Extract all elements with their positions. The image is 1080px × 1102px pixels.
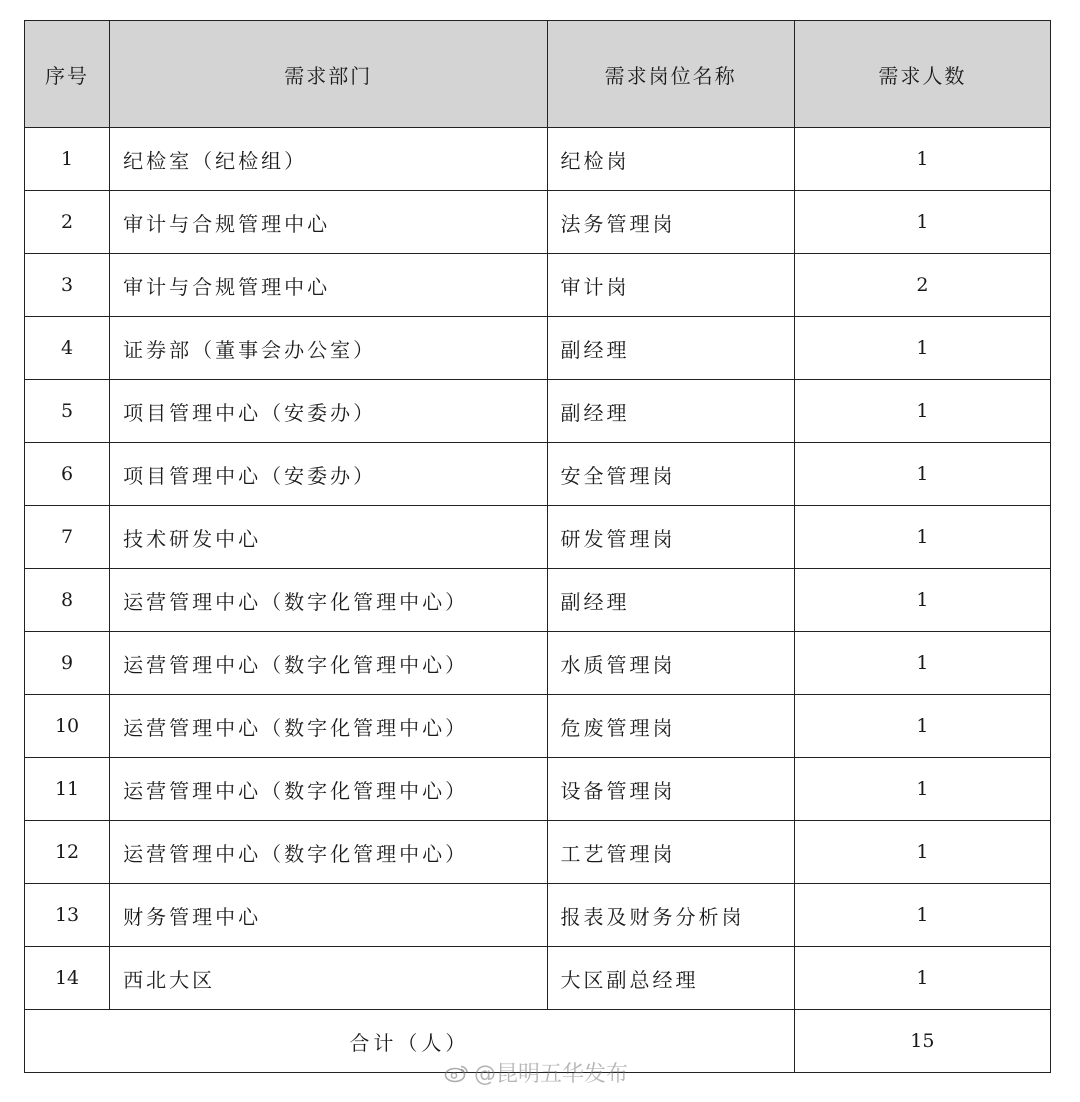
cell-no: 13 [25, 884, 110, 947]
cell-post: 安全管理岗 [547, 443, 794, 506]
cell-no: 7 [25, 506, 110, 569]
cell-no: 3 [25, 254, 110, 317]
cell-no: 10 [25, 695, 110, 758]
cell-dept: 运营管理中心（数字化管理中心） [110, 695, 547, 758]
cell-post: 审计岗 [547, 254, 794, 317]
table-row [25, 443, 1051, 506]
table-row [25, 506, 1051, 569]
cell-dept: 财务管理中心 [110, 884, 547, 947]
recruitment-table [24, 20, 1051, 1073]
cell-post: 报表及财务分析岗 [547, 884, 794, 947]
cell-count: 1 [794, 632, 1050, 695]
cell-post: 设备管理岗 [547, 758, 794, 821]
cell-dept: 运营管理中心（数字化管理中心） [110, 569, 547, 632]
cell-post: 水质管理岗 [547, 632, 794, 695]
total-value: 15 [794, 1010, 1050, 1073]
cell-no: 11 [25, 758, 110, 821]
watermark-text: @昆明五华发布 [474, 1062, 629, 1087]
header-dept: 需求部门 [110, 21, 547, 128]
cell-count: 1 [794, 443, 1050, 506]
cell-dept: 项目管理中心（安委办） [110, 443, 547, 506]
cell-post: 副经理 [547, 380, 794, 443]
cell-count: 1 [794, 317, 1050, 380]
table-row [25, 947, 1051, 1010]
cell-count: 1 [794, 128, 1050, 191]
cell-dept: 运营管理中心（数字化管理中心） [110, 821, 547, 884]
cell-post: 工艺管理岗 [547, 821, 794, 884]
table-row [25, 191, 1051, 254]
table-row [25, 128, 1051, 191]
cell-post: 危废管理岗 [547, 695, 794, 758]
cell-post: 纪检岗 [547, 128, 794, 191]
cell-dept: 项目管理中心（安委办） [110, 380, 547, 443]
cell-post: 研发管理岗 [547, 506, 794, 569]
cell-post: 大区副总经理 [547, 947, 794, 1010]
cell-dept: 西北大区 [110, 947, 547, 1010]
cell-no: 8 [25, 569, 110, 632]
cell-dept: 证券部（董事会办公室） [110, 317, 547, 380]
cell-no: 9 [25, 632, 110, 695]
cell-no: 2 [25, 191, 110, 254]
table-row [25, 821, 1051, 884]
cell-count: 1 [794, 758, 1050, 821]
watermark [444, 1057, 628, 1088]
table-row [25, 632, 1051, 695]
cell-no: 6 [25, 443, 110, 506]
table-header-row [25, 21, 1051, 128]
weibo-icon [444, 1063, 470, 1083]
header-no: 序号 [25, 21, 110, 128]
cell-no: 14 [25, 947, 110, 1010]
header-post: 需求岗位名称 [547, 21, 794, 128]
cell-dept: 运营管理中心（数字化管理中心） [110, 758, 547, 821]
cell-count: 1 [794, 947, 1050, 1010]
cell-count: 1 [794, 506, 1050, 569]
table-row [25, 569, 1051, 632]
table-row [25, 317, 1051, 380]
cell-post: 法务管理岗 [547, 191, 794, 254]
cell-dept: 审计与合规管理中心 [110, 191, 547, 254]
total-label: 合计（人） [25, 1010, 795, 1073]
cell-count: 1 [794, 884, 1050, 947]
table-row [25, 758, 1051, 821]
table-row [25, 884, 1051, 947]
cell-count: 1 [794, 695, 1050, 758]
cell-no: 5 [25, 380, 110, 443]
cell-dept: 运营管理中心（数字化管理中心） [110, 632, 547, 695]
cell-no: 12 [25, 821, 110, 884]
cell-count: 1 [794, 821, 1050, 884]
cell-post: 副经理 [547, 317, 794, 380]
header-count: 需求人数 [794, 21, 1050, 128]
cell-count: 1 [794, 191, 1050, 254]
cell-no: 1 [25, 128, 110, 191]
table-row [25, 254, 1051, 317]
table-row [25, 380, 1051, 443]
table-row [25, 695, 1051, 758]
cell-count: 2 [794, 254, 1050, 317]
cell-count: 1 [794, 569, 1050, 632]
cell-post: 副经理 [547, 569, 794, 632]
cell-dept: 审计与合规管理中心 [110, 254, 547, 317]
cell-no: 4 [25, 317, 110, 380]
cell-dept: 技术研发中心 [110, 506, 547, 569]
cell-dept: 纪检室（纪检组） [110, 128, 547, 191]
cell-count: 1 [794, 380, 1050, 443]
